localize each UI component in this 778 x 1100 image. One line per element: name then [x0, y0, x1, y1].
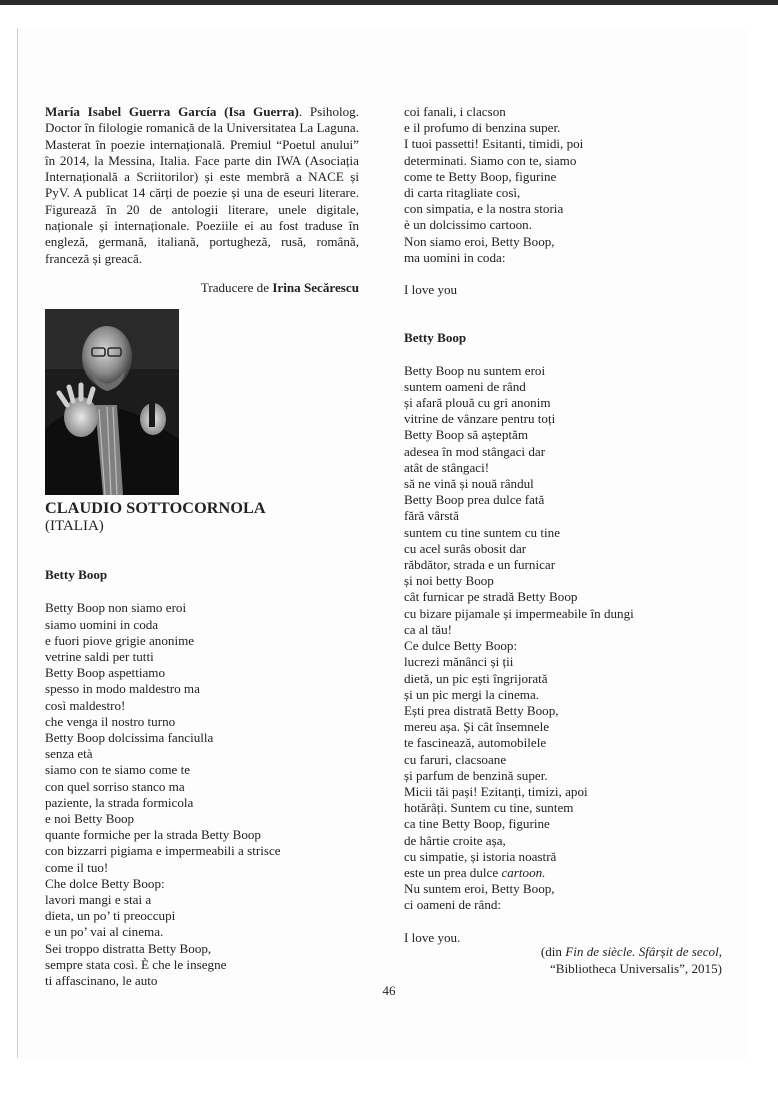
- poem-line: fără vârstă: [404, 508, 459, 524]
- bio-author-name: María Isabel Guerra García (Isa Guerra): [45, 104, 299, 119]
- poem-line: adesea în mod stângaci dar: [404, 443, 546, 459]
- translator-name: Irina Secărescu: [272, 279, 359, 295]
- page-number: 46: [382, 983, 396, 998]
- poem-line: così maldestro!: [45, 697, 126, 713]
- poem-line: quante formiche per la strada Betty Boop: [45, 827, 261, 843]
- poem-line: Betty Boop nu suntem eroi: [404, 362, 546, 378]
- poem-line: e un po’ vai al cinema.: [45, 924, 164, 940]
- poem-line: ci oameni de rând:: [404, 897, 502, 913]
- poem-line: Ce dulce Betty Boop:: [404, 638, 518, 654]
- poem-line: și noi betty Boop: [404, 573, 494, 589]
- poem-line: come te Betty Boop, figurine: [404, 168, 557, 184]
- poem-line: este un prea dulce cartoon.: [404, 864, 546, 880]
- poem-line: [404, 914, 724, 930]
- poem-line: senza età: [45, 746, 93, 762]
- author-country: (ITALIA): [45, 518, 104, 535]
- left-column: [45, 104, 359, 989]
- poem-line: Betty Boop aspettiamo: [45, 665, 166, 681]
- poem-line: cu acel surâs obosit dar: [404, 540, 527, 556]
- source-title: Fin de siècle. Sfârșit de secol: [565, 944, 719, 959]
- poem-line: și afară plouă cu gri anonim: [404, 395, 551, 411]
- poem-line: paziente, la strada formicola: [45, 794, 194, 810]
- poem-title-italian: Betty Boop: [45, 567, 108, 583]
- poem-line: Che dolce Betty Boop:: [45, 875, 165, 891]
- poem-line: spesso in modo maldestro ma: [45, 681, 200, 697]
- poem-line: con quel sorriso stanco ma: [45, 778, 185, 794]
- poem-title-romanian: Betty Boop: [404, 330, 467, 346]
- poem-line: I love you.: [404, 929, 461, 945]
- poem-line: te fascinează, automobilele: [404, 735, 547, 751]
- poem-line: I tuoi passetti! Esitanti, timidi, poi: [404, 136, 584, 152]
- author-name: CLAUDIO SOTTOCORNOLA: [45, 499, 266, 518]
- poem-line: suntem oameni de rând: [404, 378, 526, 394]
- scanner-top-edge: [0, 0, 778, 5]
- poem-line: è un dolcissimo cartoon.: [404, 217, 533, 233]
- poem-line: come il tuo!: [45, 859, 109, 875]
- poem-line: răbdător, strada e un furnicar: [404, 557, 556, 573]
- poem-line: ca al tău!: [404, 621, 452, 637]
- poem-line: [404, 266, 724, 282]
- poem-line: e noi Betty Boop: [45, 811, 135, 827]
- poem-line: siamo con te siamo come te: [45, 762, 191, 778]
- poem-line: să ne vină și nouă rândul: [404, 476, 534, 492]
- poem-line: e il profumo di benzina super.: [404, 120, 561, 136]
- poem-line: e fuori piove grigie anonime: [45, 632, 195, 648]
- source-publisher: “Bibliotheca Universalis”, 2015): [550, 961, 722, 976]
- poem-line: lavori mangi e stai a: [45, 892, 152, 908]
- poem-line: con simpatia, e la nostra storia: [404, 201, 564, 217]
- italic-word-cartoon: cartoon.: [501, 864, 546, 880]
- poem-line: Betty Boop prea dulce fată: [404, 492, 545, 508]
- poem-line: I love you: [404, 282, 458, 298]
- poem-line: siamo uomini in coda: [45, 616, 159, 632]
- poem-line: ti affascinano, le auto: [45, 973, 158, 989]
- poem-line: atât de stângaci!: [404, 459, 490, 475]
- poem-line: suntem cu tine suntem cu tine: [404, 524, 560, 540]
- author-photo: [45, 309, 179, 495]
- poem-italian: [45, 600, 359, 989]
- poem-romanian: [404, 363, 724, 946]
- poem-line: mereu așa. Și cât însemnele: [404, 719, 550, 735]
- source-reference: (din Fin de siècle. Sfârșit de secol, “Bibliotheca Universalis”, 2015): [540, 944, 722, 976]
- poem-line: Nu suntem eroi, Betty Boop,: [404, 881, 555, 897]
- poem-line: vetrine saldi per tutti: [45, 648, 154, 664]
- poem-line: con bizzarri pigiama e impermeabili a strisce: [45, 843, 281, 859]
- poem-line: Micii tăi pași! Ezitanți, timizi, apoi: [404, 783, 588, 799]
- poem-line: coi fanali, i clacson: [404, 104, 506, 119]
- poem-line: Betty Boop non siamo eroi: [45, 600, 187, 616]
- page-left-edge: [17, 28, 18, 1058]
- poem-line: cu faruri, clacsoane: [404, 751, 507, 767]
- poem-line: hotărâți. Suntem cu tine, suntem: [404, 800, 574, 816]
- poem-line: cu bizare pijamale și impermeabile în dungi: [404, 605, 634, 621]
- poem-line: sempre stata così. È che le insegne: [45, 956, 227, 972]
- bio-text: . Psiholog. Doctor în filologie romanică de la Universitatea La Laguna. Masterat în poezie internațională. Premiul “Poetul anului” în 2014, la Messina, Italia. Face parte din IWA (Asociația Internațională a Scriitorilor) și este membră a NACE și PyV. A publicat 14 cărți de poezie și una de eseuri literare. Figurează în 20 de antologii literare, unele digitale, naționale și internaționale. Poeziile ei au fost traduse în engleză, germană, italiană, portugheză, rusă, română, franceză și greacă.: [45, 104, 359, 266]
- author-bio: [45, 104, 359, 267]
- poem-line: Betty Boop să așteptăm: [404, 427, 529, 443]
- poem-line: vitrine de vânzare pentru toți: [404, 411, 556, 427]
- poem-line: și parfum de benzină super.: [404, 767, 548, 783]
- poem-line: di carta ritagliate così,: [404, 185, 521, 201]
- poem-line: Betty Boop dolcissima fanciulla: [45, 730, 214, 745]
- poem-line: ma uomini in coda:: [404, 249, 506, 265]
- poem-line: cât furnicar pe stradă Betty Boop: [404, 589, 578, 605]
- poem-line: Non siamo eroi, Betty Boop,: [404, 233, 555, 249]
- poem-line: cu simpatie, și istoria noastră: [404, 848, 557, 864]
- poem-italian-continued: [404, 104, 724, 298]
- poem-line: dieta, un po’ ti preoccupi: [45, 908, 176, 924]
- poem-line: de hârtie croite așa,: [404, 832, 506, 848]
- poem-line: lucrezi mănânci și ții: [404, 654, 514, 670]
- translator-credit: Traducere de Irina Secărescu: [200, 279, 359, 295]
- right-column: [404, 104, 724, 946]
- poem-line: și un pic mergi la cinema.: [404, 686, 540, 702]
- poem-line: ca tine Betty Boop, figurine: [404, 816, 550, 832]
- poem-line: determinati. Siamo con te, siamo: [404, 152, 577, 168]
- poem-line: che venga il nostro turno: [45, 713, 176, 729]
- poem-line: Ești prea distrată Betty Boop,: [404, 702, 559, 718]
- poem-line: dietă, un pic ești îngrijorată: [404, 670, 548, 686]
- poem-line: Sei troppo distratta Betty Boop,: [45, 940, 212, 956]
